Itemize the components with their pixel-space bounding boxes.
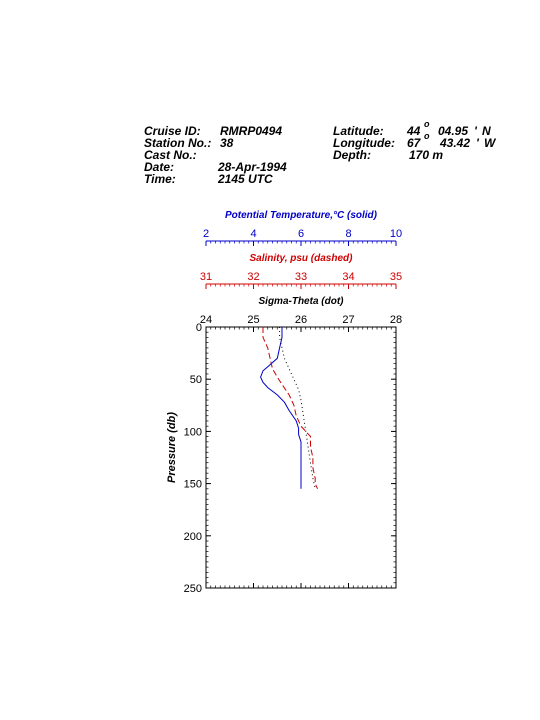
- pressure-tick-label: 50: [189, 374, 202, 387]
- pressure-tick-label: 250: [183, 583, 202, 595]
- latitude-minute-symbol: ': [474, 124, 477, 138]
- sal-tick-label: 31: [199, 271, 213, 283]
- sigma-tick-label: 27: [342, 314, 355, 326]
- station-label: Station No.:: [144, 136, 212, 150]
- time-value: 2145 UTC: [218, 172, 273, 186]
- time-label: Time:: [144, 172, 176, 186]
- longitude-label: Longitude:: [333, 136, 395, 150]
- sal-tick-label: 33: [294, 271, 308, 283]
- station-value: 38: [220, 136, 234, 150]
- pressure-tick-label: 200: [183, 530, 202, 543]
- sigma-tick-label: 25: [247, 314, 260, 326]
- sal-tick-label: 35: [389, 271, 403, 283]
- pressure-tick-label: 100: [183, 426, 202, 439]
- cruise-label: Cruise ID:: [144, 124, 201, 138]
- longitude-degrees: 67: [407, 136, 421, 150]
- sigma-tick-label: 26: [294, 314, 308, 326]
- date-value: 28-Apr-1994: [218, 160, 287, 174]
- latitude-hemisphere: N: [482, 124, 491, 138]
- sal-profile-line: [263, 327, 318, 489]
- longitude-degree-symbol: o: [424, 131, 430, 141]
- longitude-hemisphere: W: [484, 136, 496, 150]
- temp-tick-label: 10: [389, 228, 403, 240]
- temp-profile-line: [261, 327, 301, 489]
- cruise-value: RMRP0494: [220, 124, 283, 138]
- pressure-tick-label: 0: [195, 322, 202, 334]
- pressure-axis-label: Pressure (db): [166, 412, 178, 483]
- date-label: Date:: [144, 160, 175, 174]
- longitude-minute-symbol: ': [476, 136, 479, 150]
- latitude-minutes: 04.95: [438, 124, 469, 138]
- sigma-profile-line: [280, 327, 316, 489]
- sal-tick-label: 32: [247, 271, 260, 283]
- sigma-tick-label: 24: [199, 314, 213, 326]
- temp-tick-label: 8: [345, 228, 352, 240]
- sigma-axis-title: Sigma-Theta (dot): [258, 296, 344, 307]
- longitude-minutes: 43.42: [440, 136, 471, 150]
- latitude-degrees: 44: [407, 124, 421, 138]
- temp-tick-label: 4: [250, 228, 257, 240]
- temp-axis-title: Potential Temperature,°C (solid): [225, 210, 377, 221]
- depth-label: Depth:: [333, 148, 371, 162]
- pressure-tick-label: 150: [183, 478, 202, 491]
- temp-tick-label: 6: [297, 228, 305, 240]
- sal-tick-label: 34: [342, 271, 355, 283]
- latitude-label: Latitude:: [333, 124, 384, 138]
- cast-label: Cast No.:: [144, 148, 197, 162]
- depth-value: 170 m: [409, 148, 444, 162]
- temp-tick-label: 2: [202, 228, 210, 240]
- sal-axis-title: Salinity, psu (dashed): [249, 253, 353, 264]
- latitude-degree-symbol: o: [424, 119, 430, 129]
- sigma-tick-label: 28: [389, 314, 403, 326]
